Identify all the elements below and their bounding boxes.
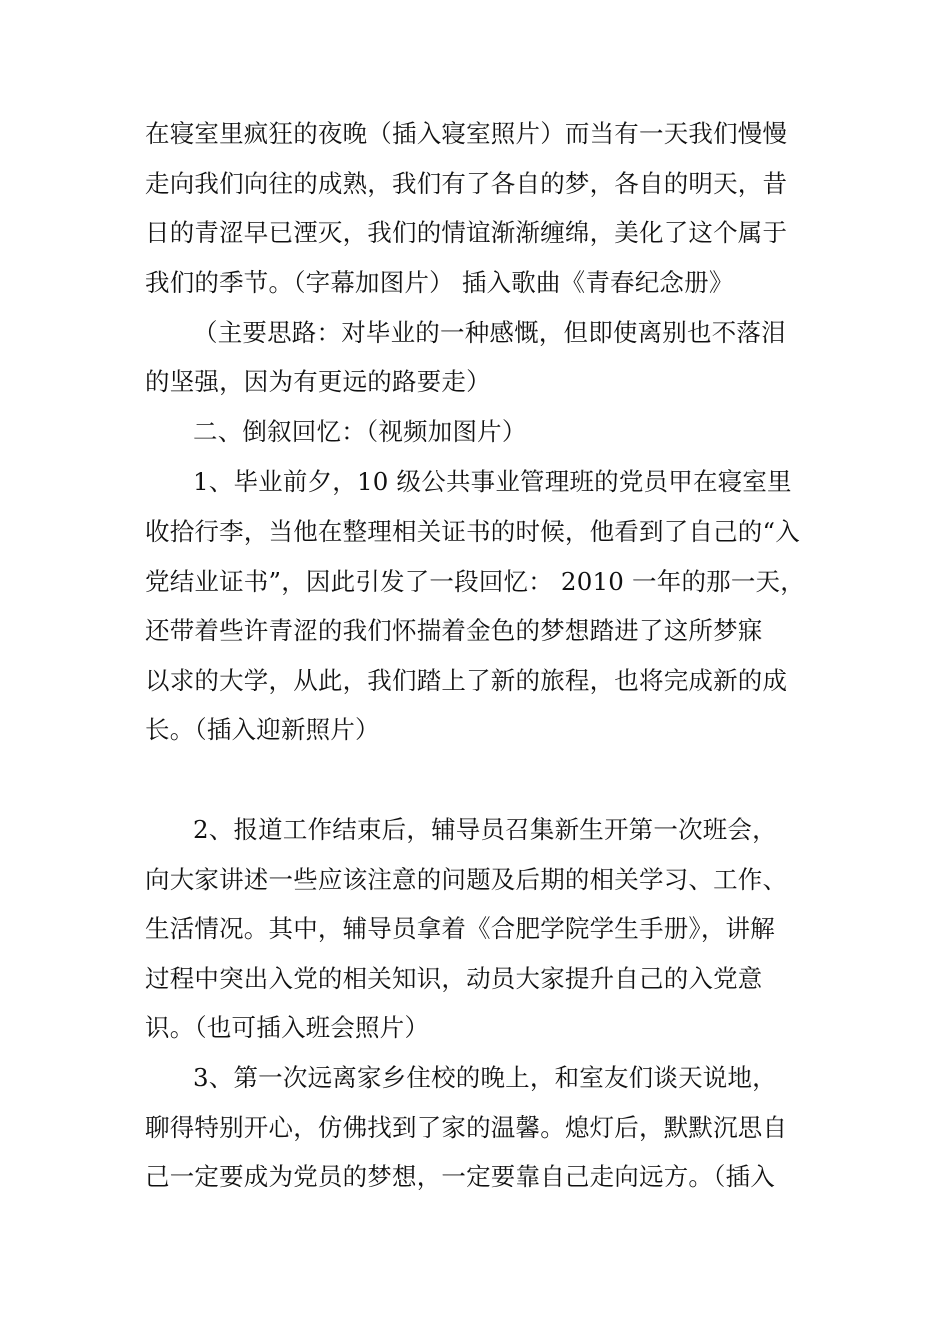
text-line: 我们的季节。（字幕加图片） 插入歌曲《青春纪念册》 <box>145 268 734 297</box>
text-line: 党结业证书”，因此引发了一段回忆： 2010 一年的那一天， <box>145 567 805 596</box>
text-line: 收拾行李，当他在整理相关证书的时候，他看到了自己的“入 <box>145 517 800 546</box>
text-line: 日的青涩早已湮灭，我们的情谊渐渐缠绵，美化了这个属于 <box>145 218 788 247</box>
text-line: 1、毕业前夕，10 级公共事业管理班的党员甲在寝室里 <box>193 467 792 496</box>
text-line: 3、第一次远离家乡住校的晚上，和室友们谈天说地， <box>193 1063 777 1092</box>
text-line: 生活情况。其中，辅导员拿着《合肥学院学生手册》，讲解 <box>145 914 775 943</box>
text-line: （主要思路：对毕业的一种感慨，但即使离别也不落泪 <box>193 318 786 347</box>
text-line: 己一定要成为党员的梦想，一定要靠自己走向远方。（插入 <box>145 1162 775 1191</box>
text-line: 以求的大学，从此，我们踏上了新的旅程，也将完成新的成 <box>145 666 788 695</box>
section-heading: 二、倒叙回忆：（视频加图片） <box>193 417 527 446</box>
text-line: 在寝室里疯狂的夜晚（插入寝室照片）而当有一天我们慢慢 <box>145 119 788 148</box>
text-line: 走向我们向往的成熟，我们有了各自的梦，各自的明天，昔 <box>145 169 788 198</box>
text-line: 的坚强，因为有更远的路要走） <box>145 367 491 396</box>
text-line: 识。（也可插入班会照片） <box>145 1013 430 1042</box>
text-line: 2、报道工作结束后，辅导员召集新生开第一次班会， <box>193 815 777 844</box>
text-line: 聊得特别开心，仿佛找到了家的温馨。熄灯后，默默沉思自 <box>145 1113 788 1142</box>
text-line: 过程中突出入党的相关知识，动员大家提升自己的入党意 <box>145 964 763 993</box>
text-line: 还带着些许青涩的我们怀揣着金色的梦想踏进了这所梦寐 <box>145 616 763 645</box>
text-line: 长。（插入迎新照片） <box>145 715 380 744</box>
text-line: 向大家讲述一些应该注意的问题及后期的相关学习、工作、 <box>145 865 788 894</box>
